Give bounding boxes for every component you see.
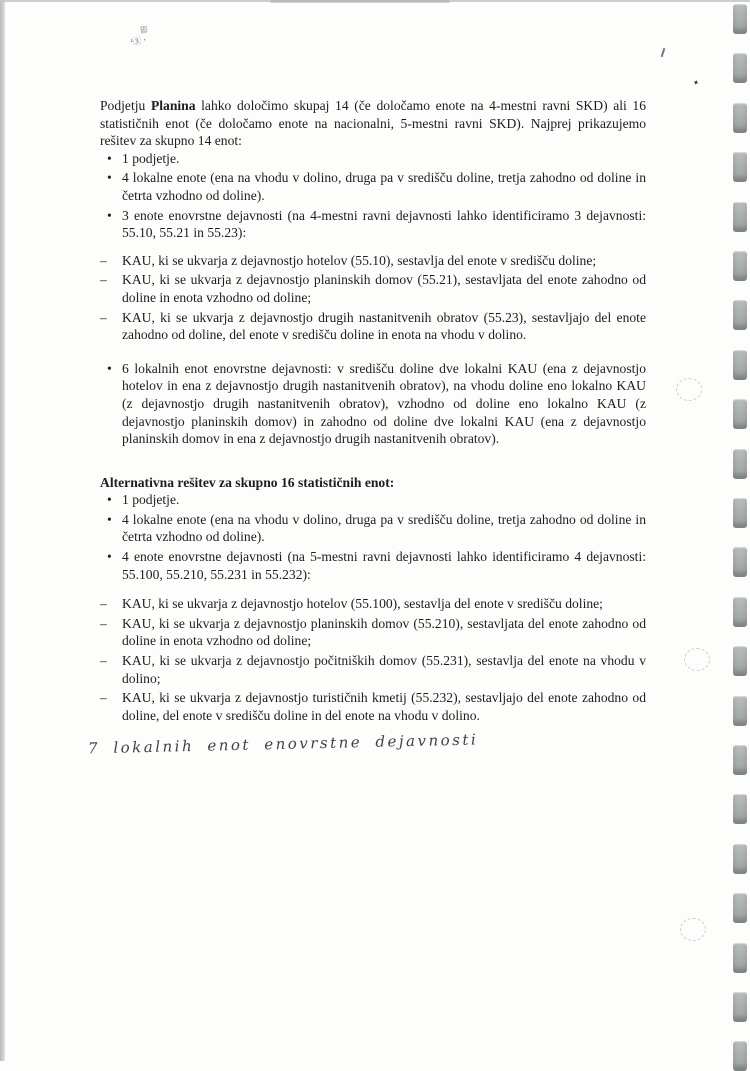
dash-marker: – (100, 615, 107, 631)
binder-hole-mark (733, 498, 747, 528)
bullet-marker: • (107, 150, 112, 166)
scan-smudge-circle (684, 648, 710, 671)
list-item-text: 6 lokalnih enot enovrstne dejavnosti: v središču doline dve lokalni KAU (ena z dejavnostjo hotelov in ena z dejavnostjo drugih nastanitvenih obratov), na vhodu doline eno lokalno KAU (z dejavnostjo drugih nastanitvenih obratov), vzhodno od doline eno lokalno KAU (z dejavnostjo planinskih domov) in zahodno od doline dve lokalni KAU (ena z dejavnostjo planinskih domov in ena z dejavnostjo drugih nastanitvenih obratov). (122, 360, 646, 447)
list-item-text: 4 lokalne enote (ena na vhodu v dolino, druga pa v središču doline, tretja zahodno od doline in četrta vzhodno od doline). (122, 511, 646, 545)
list-item (100, 360, 646, 448)
list-item-text: KAU, ki se ukvarja z dejavnostjo planinskih domov (55.210), sestavljata del enote zahodno od doline in enota vzhodno od doline; (122, 615, 646, 649)
binder-hole-mark (733, 547, 747, 577)
list-item (100, 207, 646, 242)
binder-hole-mark (733, 1041, 747, 1071)
binder-hole-mark (733, 300, 747, 330)
handwritten-note: 7 lokalnih enot enovrstne dejavnosti (87, 730, 479, 758)
list-item-text: KAU, ki se ukvarja z dejavnostjo turističnih kmetij (55.232), sestavljajo del enote zahodno od doline, del enote v središču doline in del enote na vhodu v dolino. (122, 690, 646, 723)
alternative-heading: Alternativna rešitev za skupno 16 statističnih enot: (100, 474, 395, 490)
binder-hole-mark (733, 4, 747, 34)
list-item (100, 511, 646, 546)
scan-smudge-circle (680, 918, 706, 941)
ink-smudge-icon: ᠊ᡃ᠍ᢆ᠂ (130, 34, 147, 49)
solution14-final-bullet (100, 360, 646, 448)
document-page (87, 97, 647, 758)
company-name: Planina (150, 98, 196, 113)
scan-edge-left (0, 0, 5, 1061)
list-item-text: KAU, ki se ukvarja z dejavnostjo planinskih domov (55.21), sestavljata del enote zahodno od doline in enota vzhodno od doline; (122, 272, 646, 305)
list-item-text: KAU, ki se ukvarja z dejavnostjo počitniških domov (55.231), sestavlja del enote na vhodu v dolino; (122, 653, 646, 686)
list-item (100, 271, 646, 306)
bullet-marker: • (107, 549, 112, 565)
list-item-text: 1 podjetje. (122, 492, 180, 508)
dash-marker: – (100, 596, 107, 612)
binder-hole-mark (733, 399, 747, 429)
list-item-text: 3 enote enovrstne dejavnosti (na 4-mestni ravni dejavnosti lahko identificiramo 3 dejavnosti: 55.10, 55.21 in 55.23): (122, 207, 646, 241)
binder-hole-mark (733, 943, 747, 973)
binder-hole-mark (733, 844, 747, 874)
binder-hole-mark (733, 103, 747, 133)
list-item (100, 309, 646, 344)
binder-hole-mark (733, 597, 747, 627)
binder-hole-mark (733, 251, 747, 281)
list-item-text: KAU, ki se ukvarja z dejavnostjo drugih nastanitvenih obratov (55.23), sestavljajo del enote zahodno od doline, del enote v središču doline in enota na vhodu v dolino. (122, 309, 646, 343)
intro-rest: lahko določimo skupaj 14 (če določamo enote na 4-mestni ravni SKD) ali 16 statističnih enot (če določamo enote na nacionalni, 5-mestni ravni SKD). Najprej prikazujemo rešitev za skupno 14 enot: (100, 98, 647, 149)
list-item-text: 1 podjetje. (122, 150, 180, 166)
list-item (100, 169, 646, 204)
binder-hole-mark (733, 202, 747, 232)
list-item-text: 4 enote enovrstne dejavnosti (na 5-mestni ravni dejavnosti lahko identificiramo 4 dejavnosti: 55.100, 55.210, 55.231 in 55.232): (122, 549, 646, 582)
ink-speck-icon: ✦ (690, 77, 701, 89)
intro-paragraph (100, 97, 646, 150)
dash-marker: – (100, 309, 107, 325)
bullet-marker: • (107, 511, 112, 527)
bullet-marker: • (107, 170, 112, 186)
binder-hole-mark (733, 893, 747, 923)
binder-hole-mark (733, 646, 747, 676)
list-item (100, 689, 646, 724)
list-item (100, 548, 646, 583)
dash-marker: – (100, 653, 107, 669)
list-item (100, 595, 646, 613)
solution14-bullet-list (100, 150, 646, 242)
dash-marker: – (100, 252, 107, 268)
binder-hole-mark (733, 449, 747, 479)
list-item-text: KAU, ki se ukvarja z dejavnostjo hotelov (55.10), sestavlja del enote v središču doline; (122, 252, 597, 268)
bullet-marker: • (107, 492, 112, 508)
bullet-marker: • (107, 207, 112, 223)
alternative-bullet-list (100, 491, 646, 583)
scan-edge-shadow (270, 0, 450, 3)
alternative-kau-list (100, 595, 646, 724)
binder-hole-mark (733, 745, 747, 775)
binder-hole-mark (733, 53, 747, 83)
list-item-text: KAU, ki se ukvarja z dejavnostjo hotelov (55.100), sestavlja del enote v središču doline; (122, 596, 603, 612)
binder-hole-mark (733, 992, 747, 1022)
list-item (100, 150, 646, 168)
solution14-kau-list (100, 252, 646, 344)
intro-prefix: Podjetju (100, 98, 146, 113)
list-item (100, 252, 646, 270)
bullet-marker: • (107, 360, 112, 376)
list-item (100, 491, 646, 509)
binder-hole-mark (733, 794, 747, 824)
dash-marker: – (100, 690, 107, 706)
binder-hole-mark (733, 152, 747, 182)
list-item (100, 652, 646, 687)
pen-tick-icon (661, 48, 666, 57)
binder-hole-mark (733, 350, 747, 380)
list-item (100, 615, 646, 650)
scan-smudge-circle (676, 378, 702, 401)
dash-marker: – (100, 272, 107, 288)
list-item-text: 4 lokalne enote (ena na vhodu v dolino, druga pa v središču doline, tretja zahodno od doline in četrta vzhodno od doline). (122, 170, 646, 203)
binder-hole-mark (733, 696, 747, 726)
